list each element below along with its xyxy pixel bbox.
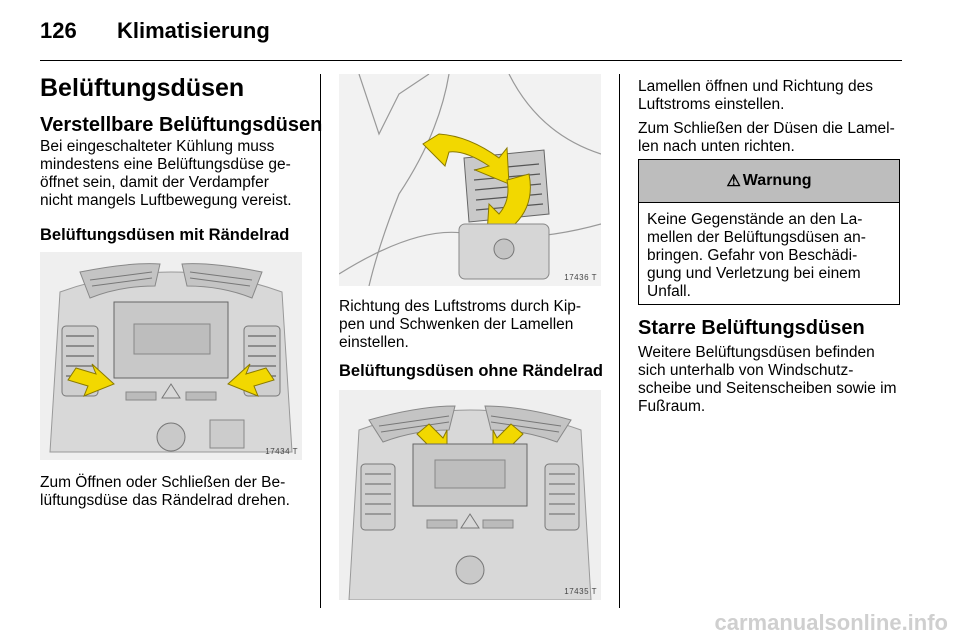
subsection-heading-fixed-vents: Starre Belüftungsdüsen — [638, 317, 865, 339]
warning-text: Keine Gegenstände an den La- mellen der Belüftungsdüsen an- bringen. Gefahr von Beschädi- gung und Verletzung bei einem Unfall. — [647, 211, 866, 300]
paragraph-close-vents: Zum Schließen der Düsen die Lamel- len nach unten richten. — [638, 120, 895, 155]
header-rule — [40, 60, 902, 61]
section-heading: Belüftungsdüsen — [40, 74, 245, 102]
subsection-heading: Verstellbare Belüftungsdüsen — [40, 114, 323, 136]
figure-number: 17434 T — [265, 447, 298, 456]
warning-box — [638, 159, 900, 305]
figure-vents-with-thumbwheel — [40, 252, 302, 460]
chapter-title: Klimatisierung — [117, 18, 270, 43]
column-divider-2 — [619, 74, 620, 608]
figure-number-top: 17436 T — [564, 273, 597, 282]
caption-airflow-direction: Richtung des Luftstroms durch Kip- pen und Schwenken der Lamellen einstellen. — [339, 298, 582, 351]
figure-vent-adjust-top — [339, 74, 601, 286]
paragraph-open-lamellae: Lamellen öffnen und Richtung des Luftstroms einstellen. — [638, 78, 873, 113]
page-number: 126 — [40, 18, 77, 43]
warning-header — [639, 160, 899, 203]
intro-paragraph: Bei eingeschalteter Kühlung muss mindestens eine Belüftungsdüse ge- öffnet sein, damit der Verdampfer nicht mangels Luftbewegung vereist. — [40, 138, 292, 209]
column-divider-1 — [320, 74, 321, 608]
warning-title: Warnung — [742, 172, 812, 189]
figure-number-bottom: 17435 T — [564, 587, 597, 596]
subsection-title-knurl: Belüftungsdüsen mit Rändelrad — [40, 226, 290, 244]
watermark: carmanualsonline.info — [714, 610, 948, 635]
paragraph-fixed-vents: Weitere Belüftungsdüsen befinden sich unterhalb von Windschutz- scheibe und Seitenscheiben sowie im Fußraum. — [638, 344, 897, 415]
figure-vents-without-thumbwheel — [339, 390, 601, 600]
warning-triangle-icon: ⚠ — [726, 173, 741, 190]
subsection-title-no-knurl: Belüftungsdüsen ohne Rändelrad — [339, 362, 604, 380]
caption-thumbwheel: Zum Öffnen oder Schließen der Be- lüftungsdüse das Rändelrad drehen. — [40, 474, 290, 509]
